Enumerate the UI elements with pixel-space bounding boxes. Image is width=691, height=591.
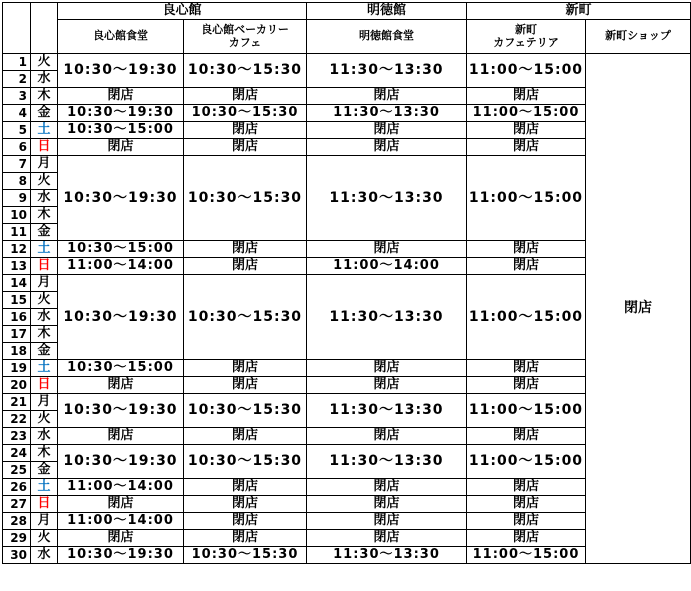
shop-header [307,20,467,54]
closed-cell: 閉店 [184,377,307,394]
hours-cell: 11:00～14:00 [58,258,184,275]
weekday-label: 水 [31,190,58,207]
hours-cell: 11:00～15:00 [467,547,586,564]
hours-cell: 11:00～14:00 [58,513,184,530]
hours-cell: 10:30～15:00 [58,122,184,139]
closed-cell: 閉店 [307,241,467,258]
day-number: 2 [3,71,31,88]
hours-cell: 10:30～19:30 [58,394,184,428]
closed-cell: 閉店 [184,88,307,105]
closed-cell: 閉店 [467,496,586,513]
weekday-label: 土 [31,122,58,139]
hours-cell: 10:30～19:30 [58,547,184,564]
day-number: 15 [3,292,31,309]
hours-cell: 10:30～15:30 [184,54,307,88]
day-number: 1 [3,54,31,71]
shinmachi-shop-closed: 閉店 [586,54,691,564]
shop-header-line: カフェ [228,35,262,49]
day-number: 30 [3,547,31,564]
closed-cell: 閉店 [467,428,586,445]
hours-cell: 10:30～19:30 [58,54,184,88]
weekday-label: 月 [31,156,58,173]
closed-cell: 閉店 [58,428,184,445]
weekday-label: 日 [31,139,58,156]
closed-cell: 閉店 [307,377,467,394]
closed-cell: 閉店 [307,360,467,377]
hours-cell: 11:30～13:30 [307,394,467,428]
weekday-label: 土 [31,360,58,377]
closed-cell: 閉店 [467,122,586,139]
hours-cell: 10:30～15:30 [184,394,307,428]
shop-header-line: 良心館食堂 [93,29,148,43]
hours-cell: 11:30～13:30 [307,275,467,360]
hours-cell: 11:30～13:30 [307,156,467,241]
weekday-label: 日 [31,377,58,394]
hours-cell: 10:30～19:30 [58,105,184,122]
shop-header [58,20,184,54]
weekday-label: 日 [31,496,58,513]
closed-cell: 閉店 [467,88,586,105]
closed-cell: 閉店 [184,530,307,547]
closed-cell: 閉店 [307,479,467,496]
closed-cell: 閉店 [58,530,184,547]
hours-cell: 11:00～15:00 [467,156,586,241]
hours-cell: 11:00～15:00 [467,394,586,428]
closed-cell: 閉店 [184,513,307,530]
closed-cell: 閉店 [467,241,586,258]
hours-cell: 10:30～15:30 [184,275,307,360]
closed-cell: 閉店 [184,122,307,139]
hours-cell: 11:00～15:00 [467,275,586,360]
weekday-label: 月 [31,513,58,530]
shop-header [184,20,307,54]
day-row [3,54,691,71]
hours-cell: 10:30～15:30 [184,105,307,122]
day-number: 29 [3,530,31,547]
closed-cell: 閉店 [307,496,467,513]
weekday-label: 木 [31,207,58,224]
weekday-label: 水 [31,428,58,445]
day-number: 10 [3,207,31,224]
weekday-label: 金 [31,343,58,360]
day-number: 8 [3,173,31,190]
shop-header-line: カフェテリア [493,35,559,49]
hours-cell: 10:30～19:30 [58,156,184,241]
closed-cell: 閉店 [467,258,586,275]
closed-cell: 閉店 [184,496,307,513]
weekday-label: 金 [31,224,58,241]
closed-cell: 閉店 [184,428,307,445]
weekday-label: 日 [31,258,58,275]
hours-cell: 10:30～15:30 [184,156,307,241]
hours-cell: 11:30～13:30 [307,54,467,88]
day-number: 21 [3,394,31,411]
closed-cell: 閉店 [467,360,586,377]
weekday-label: 木 [31,326,58,343]
weekday-label: 月 [31,394,58,411]
hours-cell: 11:30～13:30 [307,445,467,479]
shop-header-line: 明徳館食堂 [359,29,414,43]
hours-cell: 10:30～19:30 [58,275,184,360]
weekday-label: 火 [31,54,58,71]
shop-header [467,20,586,54]
hours-cell: 10:30～15:30 [184,445,307,479]
day-number: 7 [3,156,31,173]
closed-cell: 閉店 [307,513,467,530]
weekday-label: 火 [31,411,58,428]
header-dow-corner [31,3,58,54]
building-header: 良心館 [58,3,307,20]
closed-cell: 閉店 [307,122,467,139]
day-number: 27 [3,496,31,513]
closed-cell: 閉店 [307,530,467,547]
hours-cell: 11:00～15:00 [467,445,586,479]
weekday-label: 火 [31,292,58,309]
day-number: 14 [3,275,31,292]
building-header: 明徳館 [307,3,467,20]
day-number: 25 [3,462,31,479]
day-number: 18 [3,343,31,360]
day-number: 24 [3,445,31,462]
building-header: 新町 [467,3,691,20]
hours-cell: 10:30～15:30 [184,547,307,564]
day-number: 19 [3,360,31,377]
weekday-label: 火 [31,173,58,190]
day-number: 12 [3,241,31,258]
closed-cell: 閉店 [184,241,307,258]
day-number: 5 [3,122,31,139]
day-number: 20 [3,377,31,394]
day-number: 11 [3,224,31,241]
weekday-label: 水 [31,309,58,326]
weekday-label: 水 [31,71,58,88]
closed-cell: 閉店 [307,88,467,105]
weekday-label: 月 [31,275,58,292]
opening-hours-body [3,3,691,564]
shop-header-line: 新町 [515,22,537,36]
closed-cell: 閉店 [467,377,586,394]
hours-cell: 11:00～14:00 [307,258,467,275]
day-number: 26 [3,479,31,496]
closed-cell: 閉店 [58,88,184,105]
shop-header [586,20,691,54]
hours-cell: 11:30～13:30 [307,105,467,122]
day-number: 9 [3,190,31,207]
closed-cell: 閉店 [58,496,184,513]
hours-cell: 11:00～15:00 [467,105,586,122]
day-number: 22 [3,411,31,428]
closed-cell: 閉店 [184,479,307,496]
day-number: 23 [3,428,31,445]
shop-header-line: 良心館ベーカリー [201,22,289,36]
header-shops-row [3,20,691,54]
closed-cell: 閉店 [307,428,467,445]
hours-cell: 10:30～15:00 [58,360,184,377]
shop-header-line: 新町ショップ [605,29,671,43]
day-number: 6 [3,139,31,156]
weekday-label: 水 [31,547,58,564]
closed-cell: 閉店 [307,139,467,156]
day-number: 16 [3,309,31,326]
weekday-label: 金 [31,462,58,479]
closed-cell: 閉店 [184,360,307,377]
hours-cell: 10:30～19:30 [58,445,184,479]
closed-cell: 閉店 [467,479,586,496]
day-number: 28 [3,513,31,530]
weekday-label: 木 [31,88,58,105]
day-number: 13 [3,258,31,275]
closed-cell: 閉店 [467,530,586,547]
closed-cell: 閉店 [184,139,307,156]
opening-hours-table [2,2,691,564]
day-number: 4 [3,105,31,122]
closed-cell: 閉店 [184,258,307,275]
header-date-corner [3,3,31,54]
weekday-label: 金 [31,105,58,122]
header-buildings-row [3,3,691,20]
weekday-label: 火 [31,530,58,547]
closed-cell: 閉店 [467,513,586,530]
weekday-label: 木 [31,445,58,462]
closed-cell: 閉店 [58,139,184,156]
weekday-label: 土 [31,241,58,258]
closed-cell: 閉店 [58,377,184,394]
hours-cell: 11:00～14:00 [58,479,184,496]
weekday-label: 土 [31,479,58,496]
day-number: 17 [3,326,31,343]
closed-cell: 閉店 [467,139,586,156]
hours-cell: 11:30～13:30 [307,547,467,564]
day-number: 3 [3,88,31,105]
hours-cell: 10:30～15:00 [58,241,184,258]
hours-cell: 11:00～15:00 [467,54,586,88]
